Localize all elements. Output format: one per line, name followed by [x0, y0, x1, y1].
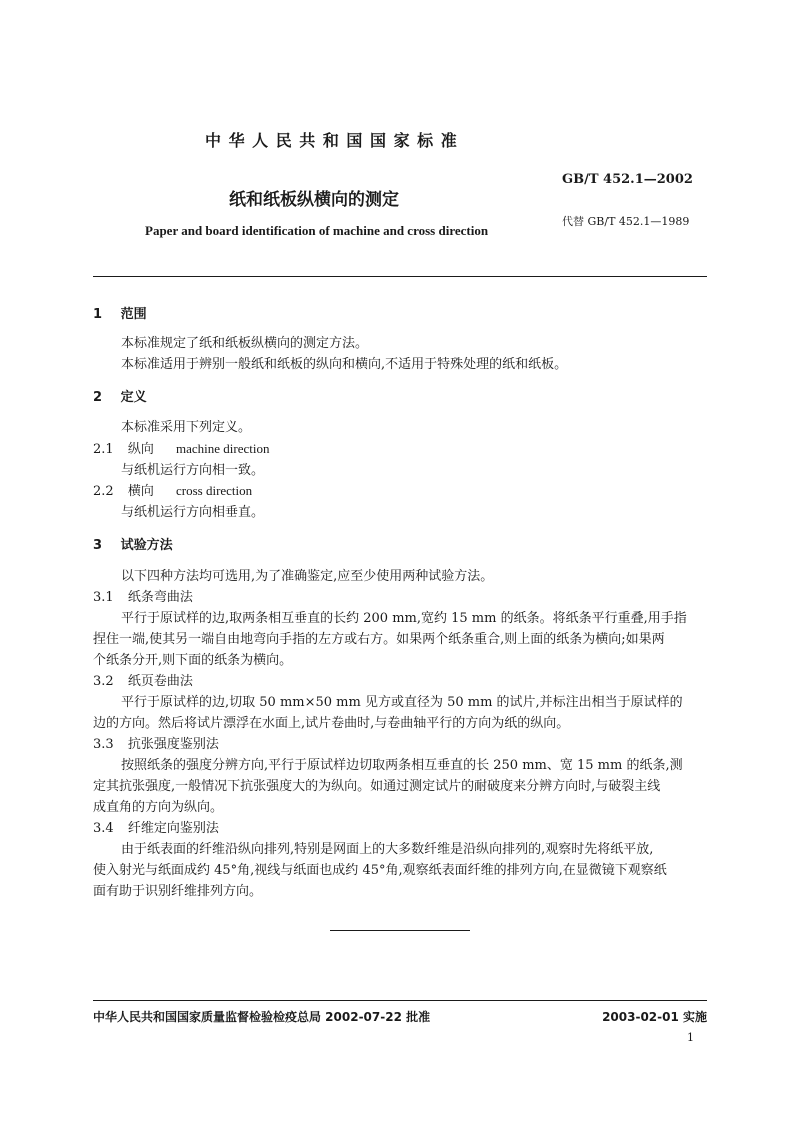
section-title: 范围 — [120, 307, 147, 322]
clause-number: 3.3 — [93, 737, 114, 752]
section-number: 2 — [93, 390, 103, 405]
replaces-note: 代替 GB/T 452.1—1989 — [562, 215, 690, 228]
definition-2-1 — [93, 438, 269, 457]
end-of-text-rule — [330, 930, 470, 931]
paragraph-line: 平行于原试样的边,取两条相互垂直的长约 200 mm,宽约 15 mm 的纸条。将纸条平行重叠,用手指 — [121, 611, 687, 626]
clause-3-3-heading — [93, 733, 219, 752]
clause-title: 抗张强度鉴别法 — [127, 737, 219, 752]
paragraph-line: 定其抗张强度,一般情况下抗张强度大的为纵向。如通过测定试片的耐破度来分辨方向时,与破裂主线 — [93, 779, 661, 794]
english-title: Paper and board identification of machine and cross direction — [145, 223, 489, 238]
paragraph-line: 平行于原试样的边,切取 50 mm×50 mm 见方或直径为 50 mm 的试片,并标注出相当于原试样的 — [121, 695, 683, 710]
clause-3-4-heading — [93, 817, 219, 836]
term: 纵向 — [127, 442, 154, 457]
paragraph-line: 捏住一端,使其另一端自由地弯向手指的左方或右方。如果两个纸条重合,则上面的纸条为横向;如果两 — [93, 632, 665, 647]
clause-number: 3.2 — [93, 674, 114, 689]
clause-3-2-heading — [93, 670, 193, 689]
section-number: 3 — [93, 538, 103, 553]
section-number: 1 — [93, 307, 103, 322]
implementation-date: 2003-02-01 实施 — [602, 1010, 707, 1024]
paragraph: 本标准适用于辨别一般纸和纸板的纵向和横向,不适用于特殊处理的纸和纸板。 — [121, 357, 568, 372]
clause-number: 2.1 — [93, 442, 114, 457]
definition-2-2 — [93, 480, 252, 499]
paragraph-line: 边的方向。然后将试片漂浮在水面上,试片卷曲时,与卷曲轴平行的方向为纸的纵向。 — [93, 716, 570, 731]
paragraph-line: 按照纸条的强度分辨方向,平行于原试样边切取两条相互垂直的长 250 mm、宽 15 mm 的纸条,测 — [121, 758, 683, 773]
section-title: 定义 — [120, 390, 147, 405]
clause-title: 纸页卷曲法 — [127, 674, 193, 689]
section-2-heading — [93, 386, 147, 405]
term: 横向 — [127, 484, 154, 499]
term-english: cross direction — [175, 483, 253, 498]
clause-number: 2.2 — [93, 484, 114, 499]
term-english: machine direction — [175, 441, 270, 456]
paragraph-line: 由于纸表面的纤维沿纵向排列,特别是网面上的大多数纤维是沿纵向排列的,观察时先将纸平放, — [121, 842, 654, 857]
clause-number: 3.1 — [93, 590, 114, 605]
definition-text: 与纸机运行方向相一致。 — [121, 463, 265, 478]
section-1-heading — [93, 303, 147, 322]
header-divider — [93, 276, 707, 277]
approval-statement: 中华人民共和国国家质量监督检验检疫总局 2002-07-22 批准 — [93, 1010, 431, 1024]
paragraph-line: 成直角的方向为纵向。 — [93, 800, 224, 815]
section-3-heading — [93, 534, 173, 553]
paragraph: 本标准采用下列定义。 — [121, 420, 252, 435]
definition-text: 与纸机运行方向相垂直。 — [121, 505, 265, 520]
clause-title: 纤维定向鉴别法 — [127, 821, 219, 836]
standard-number: GB/T 452.1—2002 — [562, 172, 693, 187]
clause-number: 3.4 — [93, 821, 114, 836]
clause-3-1-heading — [93, 586, 193, 605]
footer-divider — [93, 1000, 707, 1001]
paragraph-line: 面有助于识别纤维排列方向。 — [93, 884, 263, 899]
section-title: 试验方法 — [120, 538, 173, 553]
paragraph: 本标准规定了纸和纸板纵横向的测定方法。 — [121, 336, 369, 351]
paragraph-line: 使入射光与纸面成约 45°角,视线与纸面也成约 45°角,观察纸表面纤维的排列方向,在显微镜下观察纸 — [93, 863, 667, 878]
paragraph-line: 个纸条分开,则下面的纸条为横向。 — [93, 653, 293, 668]
page-number: 1 — [687, 1031, 694, 1044]
issuing-body-title: 中 华 人 民 共 和 国 国 家 标 准 — [205, 131, 458, 150]
paragraph: 以下四种方法均可选用,为了准确鉴定,应至少使用两种试验方法。 — [121, 569, 494, 584]
clause-title: 纸条弯曲法 — [127, 590, 193, 605]
document-title: 纸和纸板纵横向的测定 — [229, 190, 399, 210]
